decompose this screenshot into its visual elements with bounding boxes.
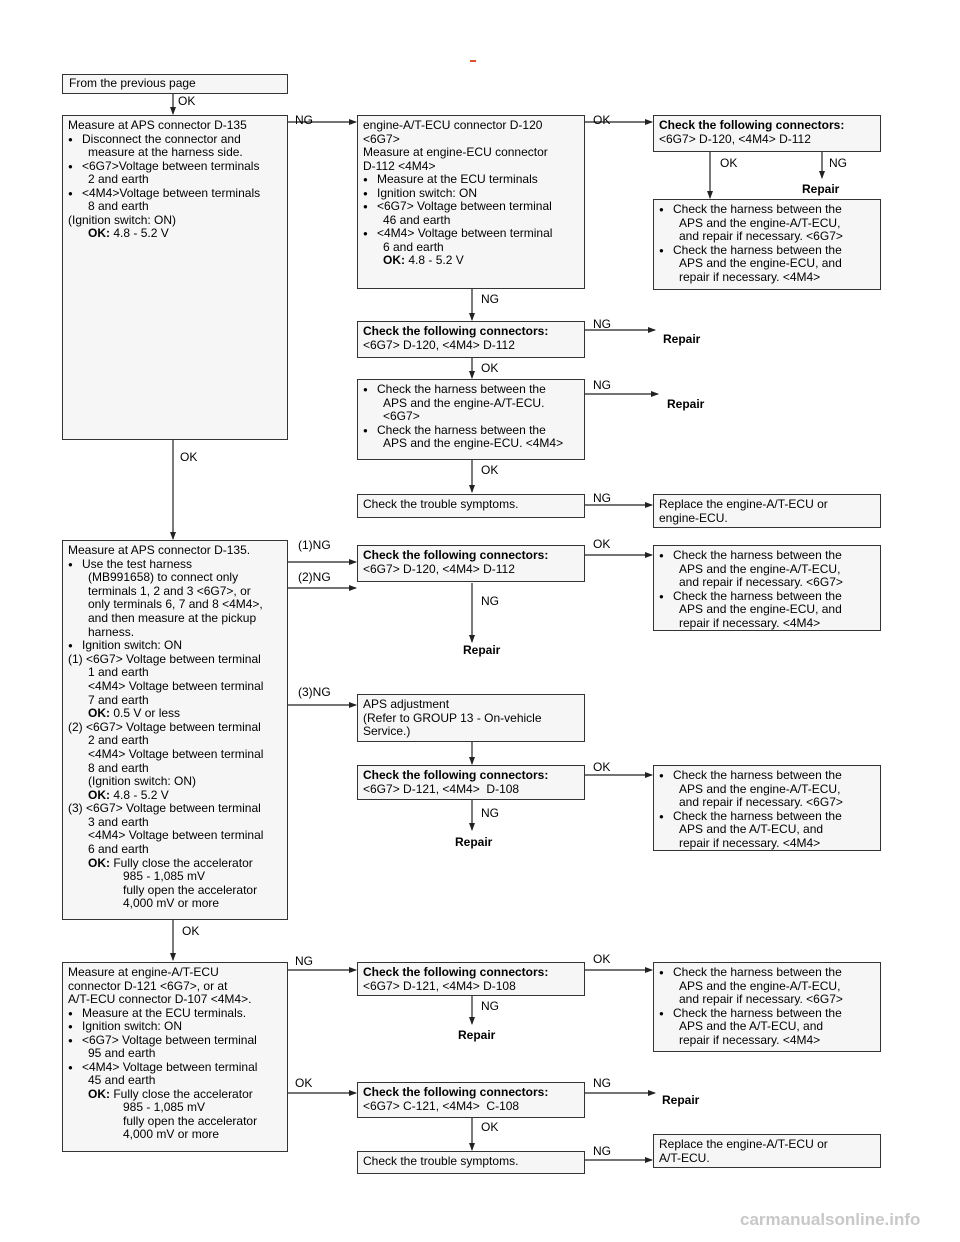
repair-label: Repair xyxy=(455,835,493,849)
repair-label: Repair xyxy=(667,397,705,411)
label-ng: NG xyxy=(593,491,611,505)
repair-label: Repair xyxy=(463,643,501,657)
label-ng: NG xyxy=(481,292,499,306)
label-ok: OK xyxy=(593,113,611,127)
box-check-connectors-5: Check the following connectors: <6G7> D-121, <4M4> D-108 xyxy=(357,962,585,996)
box-check-connectors-4: Check the following connectors: <6G7> D-121, <4M4> D-108 xyxy=(357,765,585,800)
label-ok: OK xyxy=(481,463,499,477)
box-ecu-connector-d121: Measure at engine-A/T-ECU connector D-121 <6G7>, or at A/T-ECU connector D-107 <4M4>. ● Measure at the ECU terminals. ● Ignition switch: ON ● <6G7> Voltage between terminal 95 and earth ● <4M4> Voltage between terminal 45 and earth OK: Fully close the accelerator 985 - 1,085 mV fully open the accelerator 4,000 mV or more xyxy=(62,962,288,1152)
footer-watermark: carmanualsonline.info xyxy=(740,1210,921,1229)
box-check-connectors-3: Check the following connectors: <6G7> D-120, <4M4> D-112 xyxy=(357,545,585,582)
box-check-connectors-1: Check the following connectors: <6G7> D-120, <4M4> D-112 xyxy=(653,115,881,152)
label-ok: OK xyxy=(295,1076,313,1090)
label-ng: NG xyxy=(295,113,313,127)
box-replace-ecu-1: Replace the engine-A/T-ECU or engine-ECU. xyxy=(653,494,881,528)
box-check-trouble-symptoms-1: Check the trouble symptoms. xyxy=(357,494,585,518)
repair-label: Repair xyxy=(458,1028,496,1042)
label-ng: NG xyxy=(481,594,499,608)
label-ng: NG xyxy=(295,954,313,968)
box-check-harness-5: ● Check the harness between the APS and the engine-A/T-ECU, and repair if necessary. <6G7> ● Check the harness between the APS and the A/T-ECU, and repair if necessary. <4M4> xyxy=(653,962,881,1052)
box-replace-ecu-2: Replace the engine-A/T-ECU or A/T-ECU. xyxy=(653,1134,881,1168)
box-ecu-connector-d120: engine-A/T-ECU connector D-120 <6G7> Measure at engine-ECU connector D-112 <4M4> ● Measure at the ECU terminals ● Ignition switch: ON ● <6G7> Voltage between terminal 46 and earth ● <4M4> Voltage between terminal 6 and earth OK: 4.8 - 5.2 V xyxy=(357,115,585,289)
box-previous-page: From the previous page xyxy=(62,74,288,94)
label-ok: OK xyxy=(481,361,499,375)
label-ok: OK xyxy=(481,1120,499,1134)
box-check-harness-1: ● Check the harness between the APS and the engine-A/T-ECU, and repair if necessary. <6G7> ● Check the harness between the APS and the engine-ECU, and repair if necessary. <4M4> xyxy=(653,199,881,290)
repair-label: Repair xyxy=(662,1093,700,1107)
label-ok: OK xyxy=(593,952,611,966)
box-check-connectors-2: Check the following connectors: <6G7> D-120, <4M4> D-112 xyxy=(357,321,585,358)
repair-label: Repair xyxy=(663,332,701,346)
label-ok: OK xyxy=(182,924,200,938)
repair-label: Repair xyxy=(802,182,840,196)
label-ng: NG xyxy=(593,1076,611,1090)
label-ng: NG xyxy=(829,156,847,170)
label-ok: OK xyxy=(178,94,196,108)
box-check-trouble-symptoms-2: Check the trouble symptoms. xyxy=(357,1151,585,1174)
box-check-harness-4: ● Check the harness between the APS and the engine-A/T-ECU, and repair if necessary. <6G7> ● Check the harness between the APS and the A/T-ECU, and repair if necessary. <4M4> xyxy=(653,765,881,851)
box-check-harness-2: ● Check the harness between the APS and the engine-A/T-ECU. <6G7> ● Check the harness between the APS and the engine-ECU. <4M4> xyxy=(357,379,585,460)
box-aps-adjustment: APS adjustment (Refer to GROUP 13 - On-vehicle Service.) xyxy=(357,694,585,742)
label-ok: OK xyxy=(180,450,198,464)
label-ng-3: (3)NG xyxy=(298,685,331,699)
label-ok: OK xyxy=(593,760,611,774)
box-check-harness-3: ● Check the harness between the APS and the engine-A/T-ECU, and repair if necessary. <6G7> ● Check the harness between the APS and the engine-ECU, and repair if necessary. <4M4> xyxy=(653,545,881,631)
label-ng: NG xyxy=(481,999,499,1013)
label-ng-1: (1)NG xyxy=(298,538,331,552)
label-ng-2: (2)NG xyxy=(298,570,331,584)
label-ok: OK xyxy=(593,537,611,551)
box-aps-test-harness-measure: Measure at APS connector D-135. ● Use the test harness (MB991658) to connect only terminals 1, 2 and 3 <6G7>, or only terminals 6, 7 and 8 <4M4>, and then measure at the pickup harness. ● Ignition switch: ON (1) <6G7> Voltage between terminal 1 and earth <4M4> Voltage between terminal 7 and earth OK: 0.5 V or less (2) <6G7> Voltage between terminal 2 and earth <4M4> Voltage between terminal 8 and earth (Ignition switch: ON) OK: 4.8 - 5.2 V (3) <6G7> Voltage between terminal 3 and earth <4M4> Voltage between terminal 6 and earth OK: Fully close the accelerator 985 - 1,085 mV fully open the accelerator 4,000 mV or more xyxy=(62,540,288,920)
box-aps-connector-measure: Measure at APS connector D-135 ● Disconnect the connector and measure at the harness side. ● <6G7>Voltage between terminals 2 and earth ● <4M4>Voltage between terminals 8 and earth (Ignition switch: ON) OK: 4.8 - 5.2 V xyxy=(62,115,288,440)
label-ng: NG xyxy=(481,806,499,820)
label-ng: NG xyxy=(593,317,611,331)
label-ng: NG xyxy=(593,378,611,392)
label-ok: OK xyxy=(720,156,738,170)
box-check-connectors-6: Check the following connectors: <6G7> C-121, <4M4> C-108 xyxy=(357,1082,585,1118)
label-ng: NG xyxy=(593,1144,611,1158)
